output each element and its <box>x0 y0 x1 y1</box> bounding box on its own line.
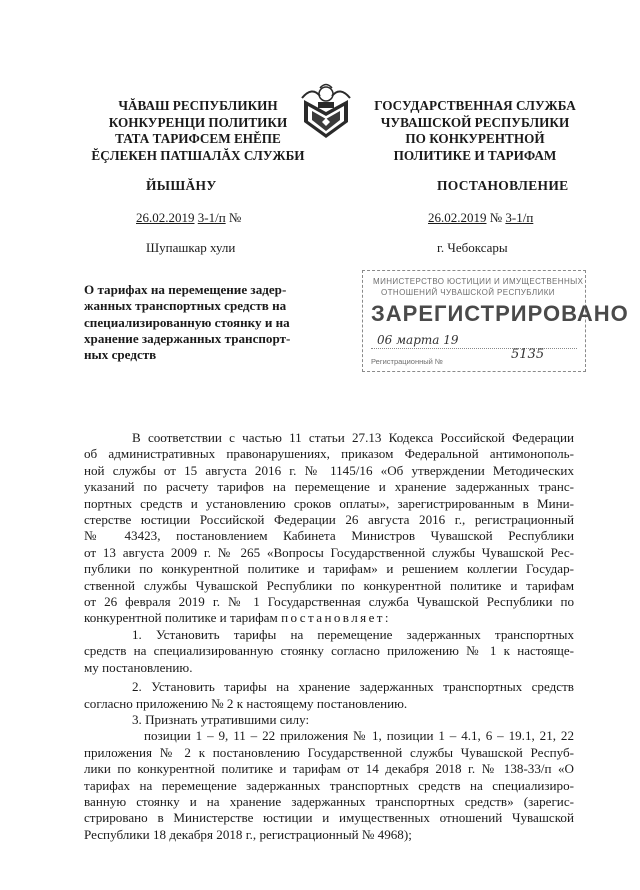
body-line: лики по конкурентной политике и тарифам от 14 декабря 2018 г. № 138-33/п «О <box>84 761 574 777</box>
header-line: ПОЛИТИКЕ И ТАРИФАМ <box>393 147 557 163</box>
doc-number-right <box>428 210 533 226</box>
doc-number: 3-1/п <box>505 210 534 225</box>
doc-date: 26.02.2019 <box>136 210 195 225</box>
body-line: приложения № 2 к постановлению Государственной службы Чувашской Респуб- <box>84 744 574 760</box>
stamp-reg-label: Регистрационный № <box>371 357 443 366</box>
stamp-reg-number: 5135 <box>511 347 545 362</box>
registration-stamp <box>362 270 629 372</box>
body-line: портных средств и установлению сроков оплаты», зарегистрированным в Мини- <box>84 495 574 511</box>
body-line: публики по конкурентной политике и тарифам» и решением коллегии Государ- <box>84 561 574 577</box>
city-russian: г. Чебоксары <box>437 240 508 255</box>
body-line <box>84 610 574 626</box>
subject-line: специализированную стоянку и на <box>84 314 290 330</box>
stamp-title: ЗАРЕГИСТРИРОВАНО <box>371 301 629 326</box>
header-line: ĔÇЛЕКЕН ПАТШАЛĂХ СЛУЖБИ <box>91 147 305 163</box>
subject-line: ных средств <box>84 347 157 363</box>
body-line: стерстве юстиции Российской Федерации 26 августа 2016 г., регистрационный <box>84 512 574 528</box>
number-sign: № <box>228 210 242 225</box>
body-line: от 13 августа 2009 г. № 265 «Вопросы Государственной службы Чувашской Рес- <box>84 544 574 560</box>
body-text: конкурентной политике и тарифам <box>84 610 278 626</box>
header-line: ЧУВАШСКОЙ РЕСПУБЛИКИ <box>380 114 570 130</box>
stamp-ministry: МИНИСТЕРСТВО ЮСТИЦИИ И ИМУЩЕСТВЕННЫХ <box>373 277 584 286</box>
body-line: 3. Признать утратившими силу: <box>132 711 310 727</box>
header-chuvash <box>88 98 308 164</box>
doc-number-left <box>136 210 241 226</box>
resolves-word: постановляет: <box>281 610 391 626</box>
stamp-date: 06 марта 19 <box>377 333 459 347</box>
number-sign: № <box>489 210 503 225</box>
doc-type-chuvash: ЙЫШĂНУ <box>146 178 217 193</box>
body-line: му постановлению. <box>84 659 193 675</box>
body-line: стрировано в Министерстве юстиции и имущественных отношений Чувашской <box>84 810 574 826</box>
subject-line: жанных транспортных средств на <box>84 298 287 314</box>
stamp-divider <box>371 348 577 349</box>
body-line: В соответствии с частью 11 статьи 27.13 Кодекса Российской Федерации <box>132 430 574 445</box>
body-line: ванную стоянку и на хранение задержанных транспортных средств» (зарегис- <box>84 793 574 809</box>
doc-date: 26.02.2019 <box>428 210 487 225</box>
body-line: согласно приложению № 2 к настоящему постановлению. <box>84 695 408 711</box>
body-line: 2. Установить тарифы на хранение задержанных транспортных средств <box>132 679 574 695</box>
header-line: ГОСУДАРСТВЕННАЯ СЛУЖБА <box>374 98 576 113</box>
body-line: указаний по расчету тарифов на перемещение и хранение задержанных транс- <box>84 479 574 495</box>
city-chuvash: Шупашкар хули <box>146 240 236 255</box>
body-line: № 43423, постановлением Кабинета Министров Чувашской Республики <box>84 528 574 544</box>
body-line: 1. Установить тарифы на перемещение задержанных транспортных <box>132 626 574 642</box>
chuvash-emblem-icon <box>298 82 354 140</box>
document-subject <box>84 282 324 363</box>
header-line: КОНКУРЕНЦИ ПОЛИТИКИ <box>108 114 288 130</box>
document-body <box>84 430 574 843</box>
header-line: ПО КОНКУРЕНТНОЙ <box>405 131 545 146</box>
subject-line: О тарифах на перемещение задер- <box>84 282 287 297</box>
body-line: от 26 февраля 2019 г. № 1 Государственная служба Чувашской Республики по <box>84 594 574 610</box>
body-line: ной службы от 15 августа 2016 г. № 1145/16 «Об утверждении Методических <box>84 462 574 478</box>
header-line: ЧĂВАШ РЕСПУБЛИКИН <box>118 98 278 113</box>
stamp-ministry-2: ОТНОШЕНИЙ ЧУВАШСКОЙ РЕСПУБЛИКИ <box>381 288 555 297</box>
body-line: средств на специализированную стоянку согласно приложению № 1 к настояще- <box>84 643 574 659</box>
body-line: об административных правонарушениях, приказом Федеральной антимонополь- <box>84 446 574 462</box>
body-line: позиции 1 – 9, 11 – 22 приложения № 1, позиции 1 – 4.1, 6 – 19.1, 21, 22 <box>144 728 574 744</box>
header-russian <box>356 98 594 164</box>
header-line: ТАТА ТАРИФСЕМ ЕНĚПЕ <box>115 131 281 146</box>
body-line: тарифах на перемещение задержанных транспортных средств на специализиро- <box>84 777 574 793</box>
body-line: ственной службы Чувашской Республики по конкурентной политике и тарифам <box>84 577 574 593</box>
body-line: Республики 18 декабря 2018 г., регистрационный № 4968); <box>84 826 412 842</box>
subject-line: хранение задержанных транспорт- <box>84 330 291 346</box>
doc-type-russian: ПОСТАНОВЛЕНИЕ <box>437 178 569 193</box>
doc-number: 3-1/п <box>197 210 226 225</box>
